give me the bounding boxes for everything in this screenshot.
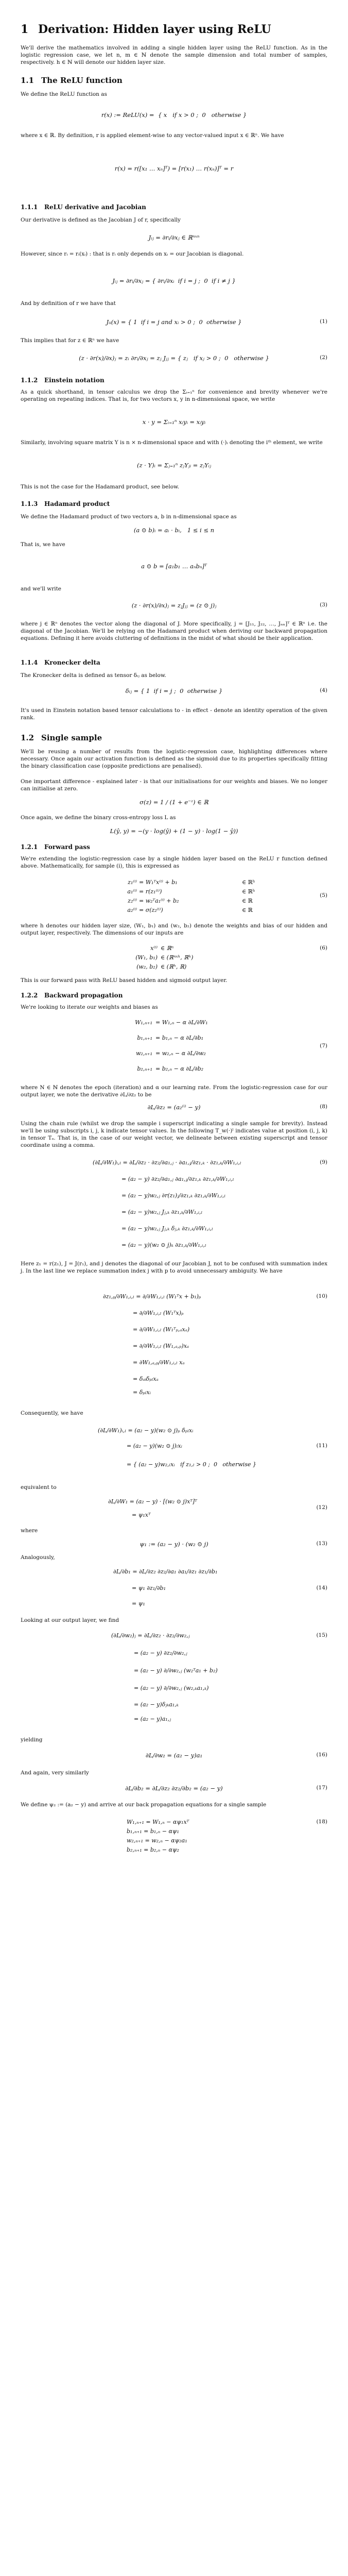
equation-rhs: ∈ ℝⁿ [161, 945, 174, 952]
paragraph: Here z₁ = r(z₁), J = J(r₁), and j denotes the diagonal of our Jacobian J, not to be confused with summation index j. In the last line we replace summation index j with p to avoid unnecessary ambiguity. We have [21, 1261, 327, 1274]
equation-domain: ∈ ℝ [242, 907, 253, 913]
equation-body: ψ₁ := (a₂ − y) · (w₂ ⊙ j) [140, 1540, 208, 1548]
equation-domain: ∈ ℝʰ [242, 879, 255, 886]
equation-text: = δₐᵢδₚₗxₐ [133, 1376, 159, 1382]
subsubsection-title: Kronecker delta [44, 659, 100, 666]
subsubsection-heading [21, 203, 327, 211]
equation-text: = (a₂ − y)a₁,ⱼ [134, 1716, 171, 1722]
equation-domain: ∈ ℝ [242, 897, 253, 904]
equation-block-15 [21, 1629, 327, 1730]
paragraph: Our derivative is defined as the Jacobian J of r, specifically [21, 217, 181, 223]
paragraph: One important difference - explained later - is that our initialisations for our weights and biases. We no longer can initialise at zero. [21, 778, 327, 792]
paragraph: It's used in Einstein notation based tensor calculations to - in effect - denote an identity operation of the given rank. [21, 707, 327, 721]
equation-body: Jᵢⱼ = ∂rᵢ/∂xⱼ ∈ ℝⁿˣⁿ [148, 234, 200, 241]
equation-body: (z · Y)ᵢ = Σⱼ₌₁ⁿ zⱼYⱼᵢ = zⱼYᵢⱼ [136, 462, 212, 469]
equation [21, 1537, 327, 1551]
equation [21, 793, 327, 811]
equation [21, 412, 327, 433]
equation-text: = (a₂ − y)w₂,ⱼ Jⱼ,ₖ δⱼ,ₖ ∂z₁,ₖ/∂W₁,ᵢ,ₗ [121, 1225, 213, 1232]
equation-body: (a ⊙ b)ᵢ = aᵢ · bᵢ, 1 ≤ i ≤ n [133, 527, 215, 534]
equation-number: (3) [320, 602, 327, 608]
equation-text: = δₚₗxᵢ [133, 1389, 151, 1396]
dimension-equations [21, 945, 327, 973]
equation-number: (10) [316, 1293, 327, 1299]
equation-text: = (a₂ − y)w₂,ⱼ Jⱼ,ₖ ∂z₁,ₖ/∂W₁,ᵢ,ₗ [121, 1209, 203, 1215]
equation [21, 106, 327, 125]
subsection-number: 1.2 [21, 733, 34, 742]
equation-text: = ∂/∂W₁,ᵢ,ₗ (W₁ᵀₚ,ₐxₐ) [133, 1326, 190, 1333]
equation-text: w₂,ₙ₊₁ = w₂,ₙ − αψ₂a₁ [127, 1837, 187, 1844]
equation-lhs: a₂⁽ⁱ⁾ [127, 907, 137, 913]
equation-rhs: ∈ (ℝⁿˣʰ, ℝʰ) [161, 954, 194, 961]
equation-rhs: = σ(z₂⁽ⁱ⁾) [139, 907, 163, 913]
equation-body: (z · ∂r(x)/∂x)ⱼ = zⱼJⱼⱼ = (z ⊙ j)ⱼ [131, 602, 217, 609]
subsubsection-heading [21, 843, 327, 851]
equation-number: (14) [316, 1585, 327, 1591]
forward-pass-equations [21, 879, 327, 916]
paragraph: Once again, we define the binary cross-entropy loss L as [21, 815, 176, 821]
subsubsection-number: 1.1.4 [21, 659, 38, 666]
equation [21, 230, 327, 245]
subsubsection-number: 1.1.2 [21, 377, 38, 384]
equation-domain: ∈ ℝʰ [242, 888, 255, 895]
equation-text: ∂z₁,ₚ/∂W₁,ᵢ,ₗ = ∂/∂W₁,ᵢ,ₗ (W₁ᵀx + b₁)ₚ [103, 1293, 201, 1300]
equation-text: = (a₂ − y)(w₂ ⊙ j)ₗxᵢ [127, 1443, 182, 1449]
equation-text: b₁,ₙ₊₁ = b₁,ₙ − αψ₁ [127, 1828, 179, 1835]
equation-lhs: x⁽ⁱ⁾ [150, 945, 158, 952]
paragraph: equivalent to [21, 1484, 57, 1490]
paragraph: We define the Hadamard product of two vectors a, b in n-dimensional space as [21, 514, 237, 520]
equation-lhs: (W₁, b₁) [135, 954, 158, 961]
equation [21, 1099, 327, 1115]
equation-body: L(ŷ, y) = −(y · log(ŷ) + (1 − y) · log(1 − ŷ)) [110, 827, 238, 835]
paragraph: The Kronecker delta is defined as tensor δᵢⱼ as below. [21, 672, 166, 679]
equation-number: (18) [316, 1819, 327, 1825]
equation-lhs: a₁⁽ⁱ⁾ [127, 888, 137, 895]
equation-text: b₂,ₙ₊₁ = b₂,ₙ − αψ₂ [127, 1846, 179, 1853]
paragraph: Consequently, we have [21, 1410, 83, 1416]
equation [21, 152, 327, 187]
subsubsection-number: 1.1.3 [21, 500, 38, 507]
subsubsection-heading [21, 991, 327, 999]
equation-lhs: W₁,ₙ₊₁ [135, 1019, 152, 1026]
equation-rhs: = r(z₁⁽ⁱ⁾) [139, 888, 162, 895]
equation-block-10 [21, 1291, 327, 1403]
paragraph: We're extending the logistic-regression case by a single hidden layer based on the ReLU r function defined above. Mathematically, for sample (i), this is expressed as [21, 856, 327, 869]
equation-text: W₁,ₙ₊₁ = W₁,ₙ − αψ₁xᵀ [127, 1819, 189, 1825]
subsubsection-heading [21, 658, 327, 667]
equation-block-11 [21, 1422, 327, 1478]
equation [21, 682, 327, 701]
equation-rhs: = w₂,ₙ − α ∂L/∂w₂ [155, 1050, 206, 1057]
equation-body: ∂L/∂w₂ = (a₂ − y)a₁ [145, 1752, 203, 1759]
equation-text: (∂L/∂W₁)ᵢ,ₗ = (a₂ − y)(w₂ ⊙ j)ₚ δₚₗxᵢ [98, 1427, 194, 1434]
equation-text: = ψ₁xᵀ [132, 1512, 151, 1518]
equation-rhs: = W₁,ₙ − α ∂L/∂W₁ [155, 1019, 208, 1026]
equation-body: a ⊙ b = [a₁b₁ … aₙbₙ]ᵀ [141, 563, 207, 570]
paragraph: We define ψ₂ := (a₂ − y) and arrive at our back propagation equations for a single sample [21, 1802, 267, 1808]
equation-text: (∂L/∂w₂)ⱼ = ∂L/∂z₂ · ∂z₂/∂w₂,ⱼ [111, 1632, 190, 1639]
equation-text: = (a₂ − y) ∂z₂/∂a₁,ⱼ ∂a₁,ⱼ/∂z₁,ₖ ∂z₁,ₖ/∂W₁,ᵢ,ₗ [121, 1176, 234, 1182]
equation [21, 824, 327, 838]
paragraph: Looking at our output layer, we find [21, 1617, 119, 1623]
paragraph: That is, we have [21, 541, 65, 548]
subsubsection-title: Backward propagation [44, 992, 123, 999]
equation-text: = ∂W₁,ₐ,ₚ/∂W₁,ᵢ,ₗ xₐ [133, 1359, 185, 1366]
equation-text: = { (a₂ − y)w₂,ₗxᵢ if z₁,ₗ > 0 ; 0 otherwise } [127, 1461, 256, 1468]
paragraph: This is not the case for the Hadamard product, see below. [21, 484, 180, 490]
equation-number: (4) [320, 687, 327, 693]
equation-text: = (a₂ − y)δⱼₖa₁,ₖ [134, 1701, 179, 1708]
equation [21, 549, 327, 583]
subsection-heading [21, 75, 327, 86]
paragraph: We'll be reusing a number of results from the logistic-regression case, highlighting differences where necessary. Once again our activation function is defined as the sigmoid due to its properties specifically fitting the binary classification case (opposite predictions are penalised). [21, 749, 327, 769]
equation [21, 348, 327, 370]
equation-body: ∂L/∂z₂ = (a₂⁽ⁱ⁾ − y) [147, 1104, 201, 1111]
equation-body: Jᵢᵢ(x) = { 1 if i = j and xᵢ > 0 ; 0 otherwise } [106, 318, 242, 326]
equation [21, 455, 327, 477]
subsection-heading [21, 733, 327, 743]
paragraph: yielding [21, 1737, 43, 1743]
paragraph: This is our forward pass with ReLU based hidden and sigmoid output layer. [21, 977, 228, 984]
subsubsection-number: 1.1.1 [21, 204, 38, 211]
equation-rhs: = w₂ᵀa₁⁽ⁱ⁾ + b₂ [139, 897, 179, 904]
equation-lhs: b₁,ₙ₊₁ [137, 1035, 152, 1041]
equation-text: = (a₂ − y) ∂z₂/∂w₂,ⱼ [134, 1650, 187, 1656]
paragraph: Similarly, involving square matrix Y is n × n-dimensional space and with (·)ᵢ denoting the iᵗʰ element, we write [21, 439, 323, 446]
equation-text: ∂L/∂b₁ = ∂L/∂z₂ ∂z₂/∂a₁ ∂a₁/∂z₁ ∂z₁/∂b₁ [113, 1568, 218, 1575]
equation-body: σ(z) = 1 / (1 + e⁻ᶻ) ∈ ℝ [140, 799, 208, 806]
paragraph: And again, very similarly [21, 1770, 89, 1776]
equation-lhs: b₂,ₙ₊₁ [137, 1065, 152, 1072]
equation [21, 596, 327, 616]
equation-text: = ψ₁ ∂z₁/∂b₁ [132, 1585, 166, 1591]
equation [21, 1748, 327, 1764]
subsubsection-heading [21, 376, 327, 384]
equation-number: (16) [316, 1752, 327, 1758]
equation-block-12 [21, 1496, 327, 1522]
paragraph: We'll derive the mathematics involved in adding a single hidden layer using the ReLU function. As in the logistic regression case, we let n, m ∈ ℕ denote the sample dimension and total number of samples, respectively. h ∈ ℕ will denote our hidden layer size. [21, 45, 327, 65]
equation-text: = ∂/∂W₁,ᵢ,ₗ (W₁,ₐ,ₚ)xₐ [133, 1343, 189, 1349]
subsubsection-number: 1.2.2 [21, 992, 38, 999]
equation-body: r(x) = r([x₁ … xₙ]ᵀ) = [r(x₁) … r(xₙ)]ᵀ = r [114, 165, 234, 172]
subsection-title: The ReLU function [41, 76, 123, 85]
equation-number: (1) [320, 318, 327, 325]
subsection-number: 1.1 [21, 76, 34, 85]
equation-body: ∂L/∂b₂ = ∂L/∂z₂ ∂z₂/∂b₂ = (a₂ − y) [125, 1785, 223, 1792]
section-heading [21, 22, 327, 37]
paragraph: where [21, 1528, 38, 1534]
subsubsection-heading [21, 500, 327, 508]
subsubsection-title: Einstein notation [44, 377, 105, 384]
paragraph: We define the ReLU function as [21, 91, 107, 97]
equation-text: = ∂/∂W₁,ᵢ,ₗ (W₁ᵀx)ₚ [133, 1310, 184, 1316]
equation-number: (7) [320, 1043, 327, 1049]
paragraph: where x ∈ ℝ. By definition, r is applied element-wise to any vector-valued input x ∈ ℝⁿ. We have [21, 132, 284, 139]
equation-body: x · y = Σᵢ₌₁ⁿ xᵢyᵢ = xᵢyᵢ [142, 418, 206, 426]
subsubsection-title: ReLU derivative and Jacobian [44, 204, 146, 211]
equation-number: (5) [320, 892, 327, 899]
equation-body: (z · ∂r(x)/∂x)ⱼ = zᵢ ∂rᵢ/∂xⱼ = zⱼ Jⱼⱼ = { zⱼ if xⱼ > 0 ; 0 otherwise } [79, 354, 269, 362]
equation-rhs: ∈ (ℝʰ, ℝ) [161, 963, 187, 970]
equation-number: (17) [316, 1785, 327, 1791]
equation [21, 1781, 327, 1797]
paragraph: However, since rᵢ = rᵢ(xᵢ) : that is rᵢ only depends on xᵢ = our Jacobian is diagonal. [21, 251, 244, 257]
update-equations [21, 1016, 327, 1080]
equation-number: (2) [320, 354, 327, 361]
paragraph: where N ∈ ℕ denotes the epoch (iteration) and α our learning rate. From the logistic-regression case for our output layer, we note the derivative ∂L/∂z₂ to be [21, 1084, 327, 1098]
equation [21, 523, 327, 537]
equation-number: (13) [316, 1540, 327, 1547]
equation-number: (9) [320, 1159, 327, 1165]
equation-lhs: w₂,ₙ₊₁ [136, 1050, 152, 1057]
equation-text: ∂L/∂W₁ = (a₂ − y) · [(w₂ ⊙ j)xᵀ]ᵀ [108, 1498, 197, 1505]
section-number: 1 [21, 23, 29, 36]
paragraph: and we'll write [21, 586, 62, 592]
equation-text: = (a₂ − y) ∂/∂w₂,ⱼ (w₂,ₖa₁,ₖ) [134, 1685, 209, 1691]
paragraph: Using the chain rule (whilst we drop the sample i superscript indicating a single sample for brevity). Instead we'll be using subscripts i, j, k indicate tensor values. In the following T_w(·)ˡ indicates value at position (i, j, k) in tensor Tₐ. That is, in the case of our weight vector, we delineate between existing superscript and tensor coordinate using a comma. [21, 1121, 327, 1148]
subsection-title: Single sample [41, 733, 102, 742]
equation-number: (6) [320, 945, 327, 951]
equation-text: (∂L/∂W₁)ᵢ,ₗ = ∂L/∂z₂ · ∂z₂/∂a₁,ⱼ · ∂a₁,ⱼ/∂z₁,ₖ · ∂z₁,ₖ/∂W₁,ᵢ,ₗ [93, 1159, 241, 1166]
equation-number: (15) [316, 1632, 327, 1638]
equation-text: = ψ₁ [132, 1600, 145, 1607]
equation-rhs: = W₁ᵀx⁽ⁱ⁾ + b₁ [139, 879, 178, 886]
paragraph: As a quick shorthand, in tensor calculus we drop the Σᵢ₌₁ⁿ for convenience and brevity whenever we're operating on repeating indices. That is, for two vectors x, y in n-dimensional space, we write [21, 389, 327, 402]
equation-block-9 [21, 1156, 327, 1254]
equation-body: r(x) := ReLU(x) = { x if x > 0 ; 0 otherwise } [101, 111, 247, 118]
paragraph: where h denotes our hidden layer size, (W₁, b₁) and (w₂, b₂) denote the weights and bias of our hidden and output layer, respectively. The dimensions of our inputs are [21, 923, 327, 936]
subsubsection-number: 1.2.1 [21, 843, 38, 851]
equation-lhs: z₁⁽ⁱ⁾ [128, 879, 137, 886]
equation-number: (8) [320, 1104, 327, 1110]
paragraph: This implies that for z ∈ ℝⁿ we have [21, 337, 119, 344]
equation-lhs: (w₂, b₂) [136, 963, 158, 970]
paragraph: We're looking to iterate our weights and biases as [21, 1004, 158, 1010]
equation-rhs: = b₁,ₙ − α ∂L/∂b₁ [155, 1035, 204, 1041]
subsubsection-title: Hadamard product [44, 500, 110, 507]
equation-block-14 [21, 1565, 327, 1612]
equation-rhs: = b₂,ₙ − α ∂L/∂b₂ [155, 1065, 204, 1072]
equation-text: = (a₂ − y) ∂/∂w₂,ⱼ (w₂ᵀa₁ + b₂) [134, 1667, 218, 1674]
paragraph: And by definition of r we have that [21, 300, 116, 307]
equation-body: Jᵢⱼ = ∂rᵢ/∂xⱼ = { ∂rᵢ/∂xᵢ if i = j ; 0 if i ≠ j } [112, 277, 236, 284]
equation-number: (12) [316, 1504, 327, 1511]
subsubsection-title: Forward pass [44, 843, 90, 851]
paragraph: where j ∈ ℝⁿ denotes the vector along the diagonal of J. More specifically, j = [J₁₁, J₂₂, …, Jₙₙ]ᵀ ∈ ℝⁿ i.e. the diagonal of the Jacobian. We'll be relying on the Hadamard product when deriving our backward propagation equations. Defining it here avoids cluttering of definitions in the midst of what should be their application. [21, 621, 327, 641]
equation-lhs: z₂⁽ⁱ⁾ [128, 897, 137, 904]
section-title: Derivation: Hidden layer using ReLU [38, 23, 271, 36]
equation-text: = (a₂ − y)(w₂ ⊙ j)ₖ ∂z₁,ₖ/∂W₁,ᵢ,ₗ [121, 1242, 206, 1248]
equation-text: = (a₂ − y)w₂,ⱼ ∂r(z₁)ⱼ/∂z₁,ₖ ∂z₁,ₖ/∂W₁,ᵢ,ₗ [121, 1192, 226, 1199]
equation-body: δᵢⱼ = { 1 if i = j ; 0 otherwise } [125, 687, 223, 694]
equation [21, 271, 327, 292]
equation-number: (11) [316, 1443, 327, 1449]
paragraph: Analogously, [21, 1554, 55, 1561]
equation [21, 313, 327, 332]
equation-block-18 [21, 1819, 327, 1860]
